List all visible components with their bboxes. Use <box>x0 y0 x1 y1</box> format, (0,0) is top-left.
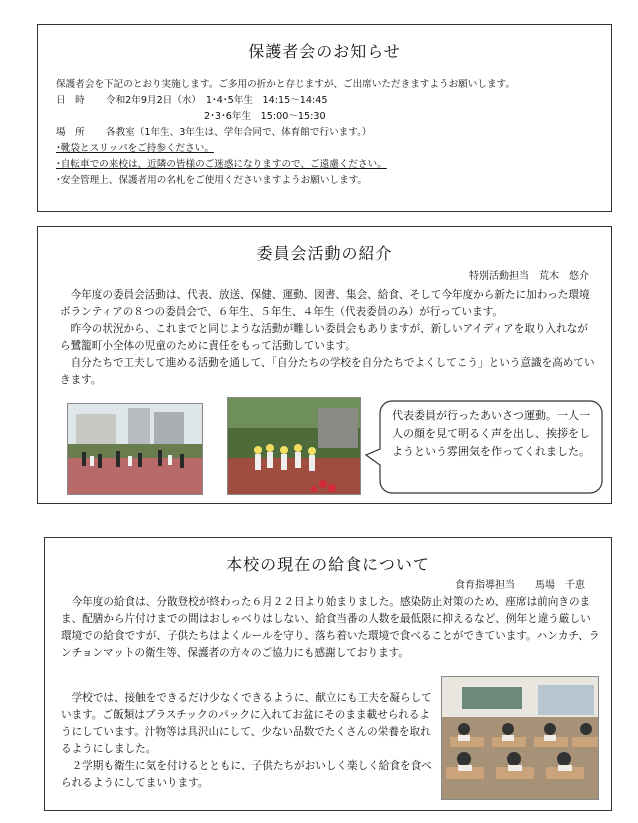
notice-title: 保護者会のお知らせ <box>248 42 401 61</box>
committee-author: 特別活動担当 荒木 悠介 <box>469 271 589 282</box>
lunch-classroom-photo <box>441 676 599 800</box>
notice-note-2: ･自転車での来校は、近隣の皆様のご迷惑になりますので、ご遠慮ください。 <box>56 159 387 170</box>
committee-section <box>37 226 612 504</box>
place-label: 場 所 <box>56 127 85 138</box>
notice-body <box>56 77 601 189</box>
lunch-title: 本校の現在の給食について <box>226 555 430 574</box>
notice-section <box>37 24 612 212</box>
committee-paragraph-2: 昨今の状況から、これまでと同じような活動が難しい委員会もありますが、新しいアイディアを取り入れながら鷺籠町小全体の児童のために責任をもって活動しています。 <box>60 323 588 352</box>
lunch-paragraph-3: ２学期も衛生に気を付けるとともに、子供たちがおいしく楽しく給食を食べられるようにしてまいります。 <box>61 760 432 789</box>
lunch-author: 食育指導担当 馬場 千恵 <box>455 580 585 591</box>
lunch-section <box>44 537 612 811</box>
greeting-photo-gate <box>227 397 361 495</box>
lunch-text-bottom <box>61 690 437 792</box>
lunch-text-top <box>61 594 601 662</box>
date-label: 日 時 <box>56 95 85 106</box>
committee-title: 委員会活動の紹介 <box>256 244 393 263</box>
committee-paragraph-1: 今年度の委員会活動は、代表、放送、保健、運動、図書、集会、給食、そして今年度から新たに加わった環境ボランティアの８つの委員会で、６年生、５年生、４年生（代表委員のみ）が行っています。 <box>60 289 590 318</box>
date-line-2: 2･3･6年生 15:00～15:30 <box>204 111 326 122</box>
notice-note-1: ･靴袋とスリッパをご持参ください。 <box>56 143 214 154</box>
notice-date-row <box>56 93 601 109</box>
lunch-paragraph-1: 今年度の給食は、分散登校が終わった６月２２日より始まりました。感染防止対策のため、座席は前向きのまま、配膳から片付けまでの間はおしゃべりはしない、給食当番の人数を最低限に抑えるなど、例年と違う厳しい環境での給食ですが、子供たちはよくルールを守り、落ち着いた環境で食べることができています。ハンカチ、ランチョンマットの衛生等、保護者の方々のご協力にも感謝しております。 <box>61 596 600 659</box>
notice-intro: 保護者会を下記のとおり実施します。ご多用の折かと存じますが、ご出席いただきますようお願いします。 <box>56 79 515 90</box>
speech-bubble-text: 代表委員が行ったあいさつ運動。一人一人の顔を見て明るく声を出し、挨拶をしようという雰囲気を作ってくれました。 <box>392 409 590 458</box>
notice-note-3: ･安全管理上、保護者用の名札をご使用くださいますようお願いします。 <box>56 175 368 186</box>
notice-place-row <box>56 125 601 141</box>
committee-text <box>60 287 598 389</box>
lunch-paragraph-2: 学校では、接触をできるだけ少なくできるように、献立にも工夫を凝らしています。ご飯類はプラスチックのパックに入れてお盆にそのまま載せられるようにしています。汁物等は具沢山にして、少ない品数でたくさんの栄養を取れるようにしました。 <box>61 692 432 755</box>
date-line-1: 令和2年9月2日（水） 1･4･5年生 14:15～14:45 <box>106 95 328 106</box>
place-value: 各教室（1年生、3年生は、学年合同で、体育館で行います。） <box>106 127 372 138</box>
greeting-photo-schoolyard <box>67 403 203 495</box>
committee-paragraph-3: 自分たちで工夫して進める活動を通して、「自分たちの学校を自分たちでよくしてこう」という意識を高めていきます。 <box>60 357 595 386</box>
